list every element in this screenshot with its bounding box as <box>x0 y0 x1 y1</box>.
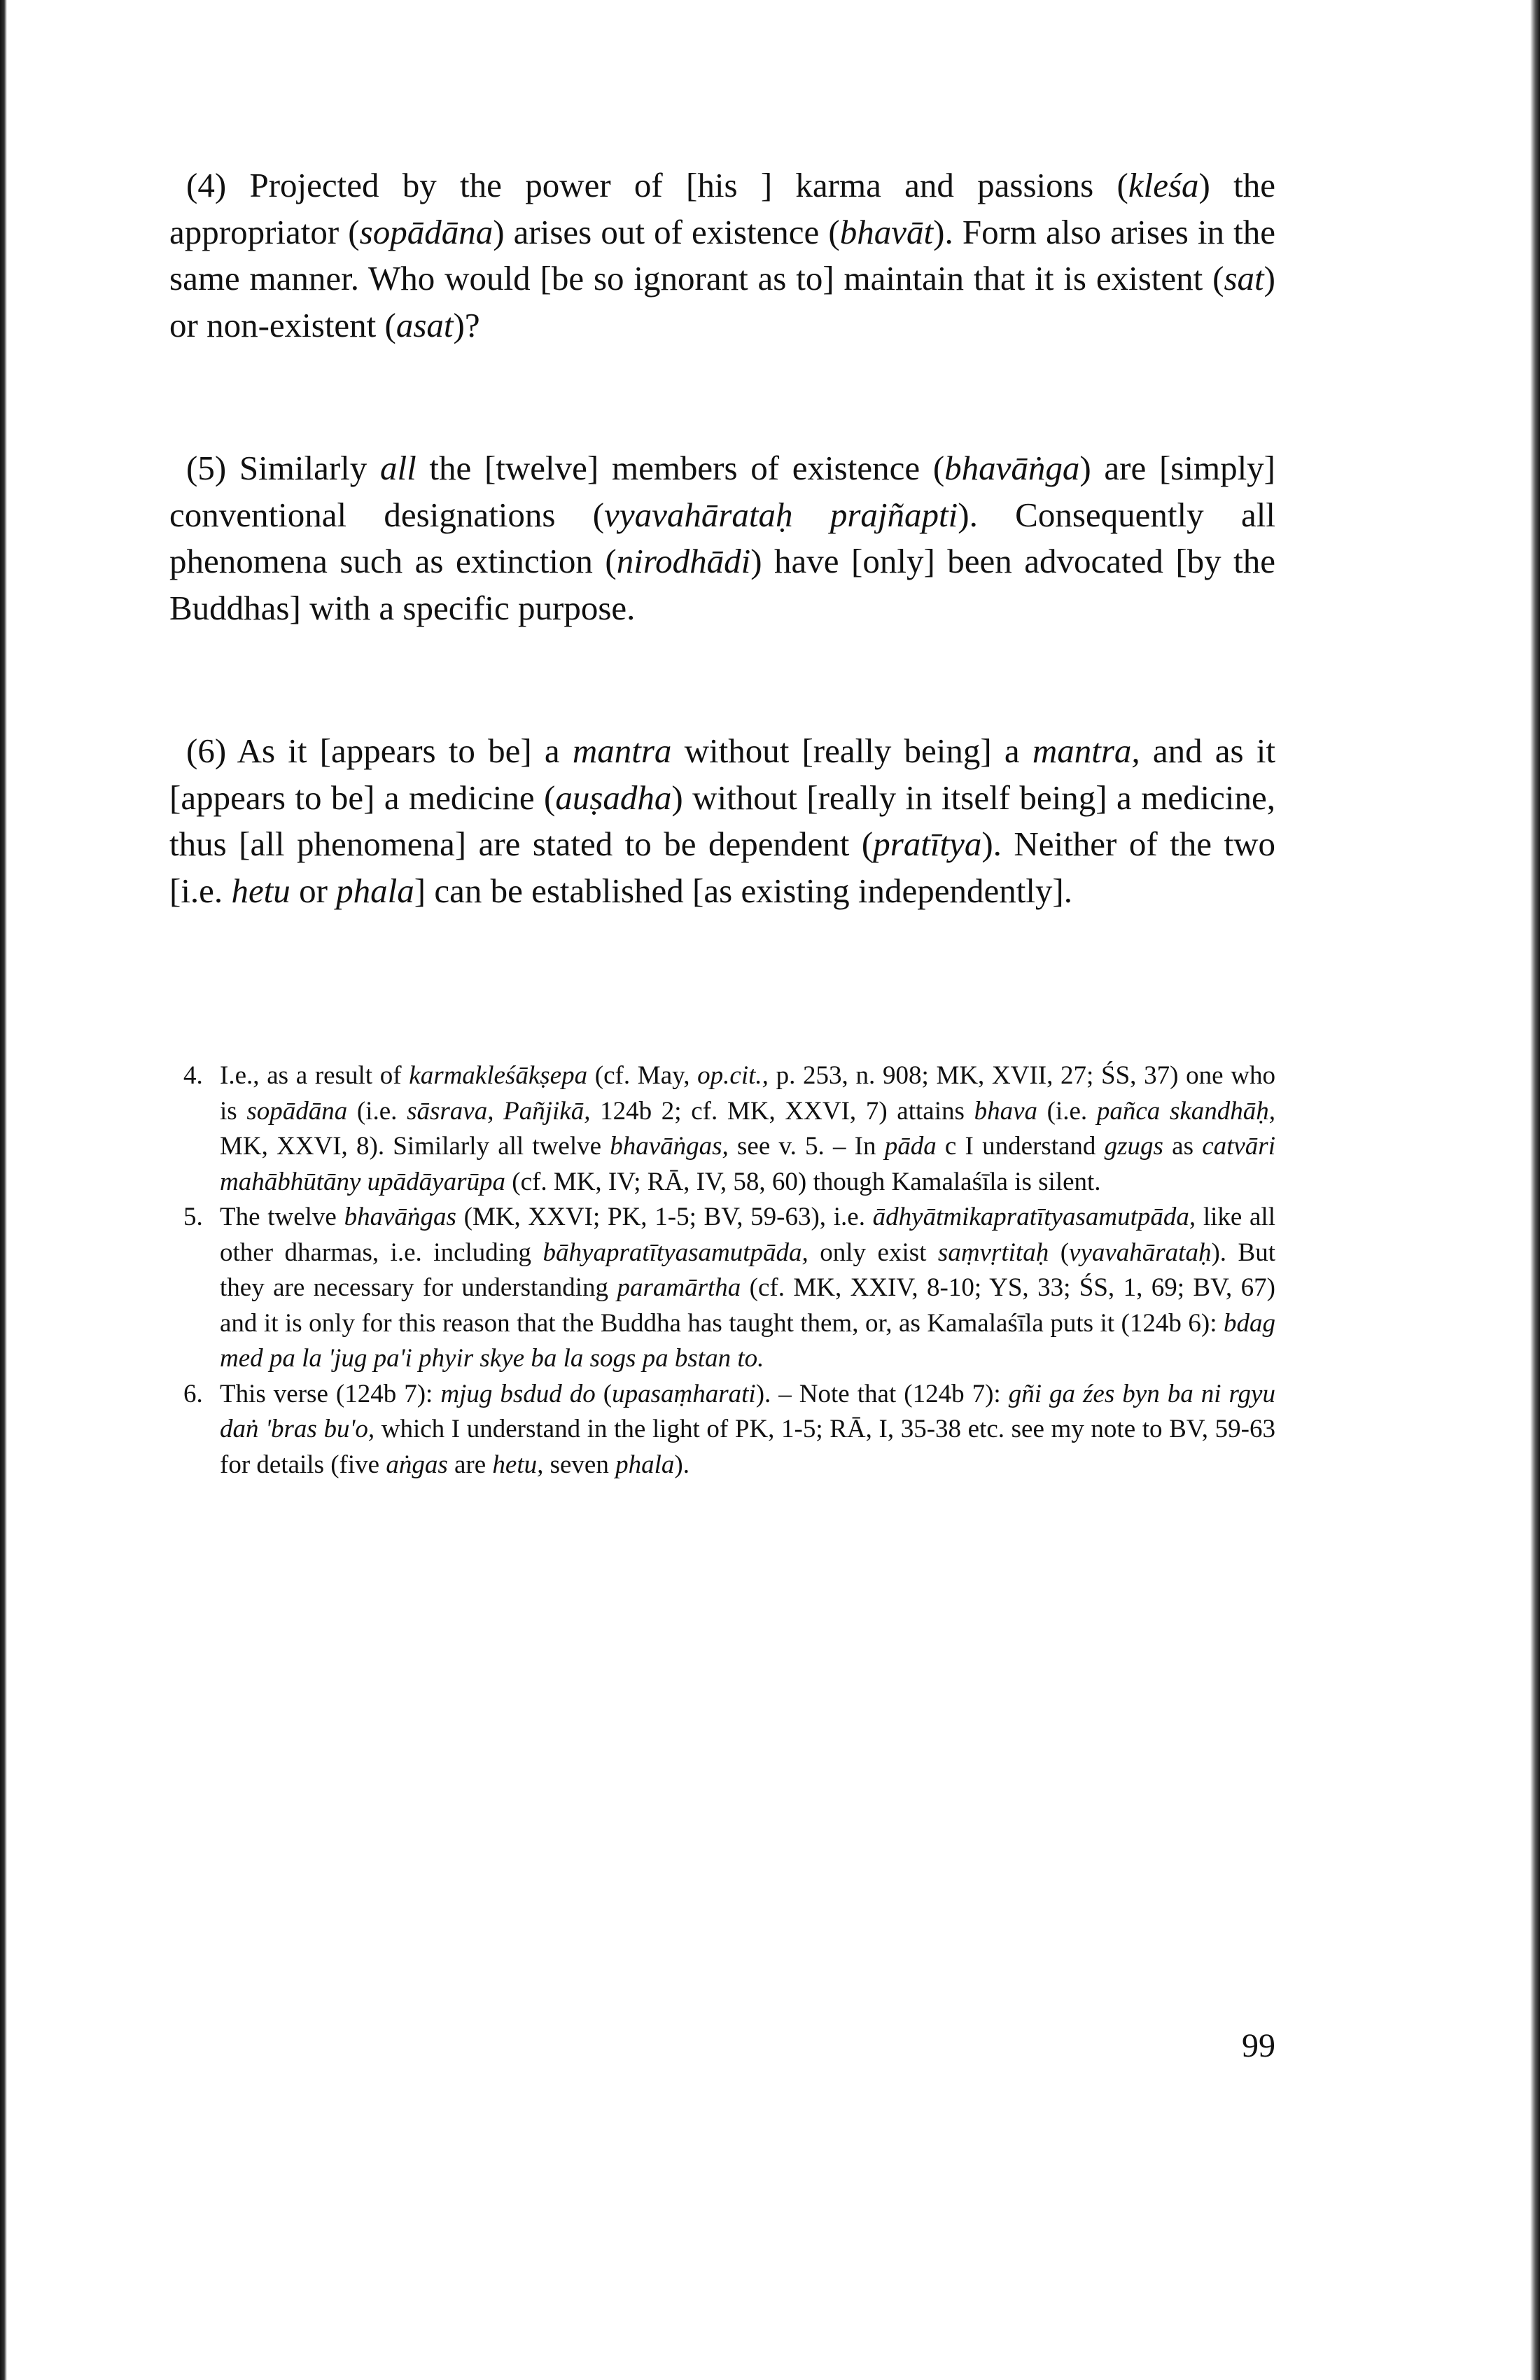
text-run: Similarly <box>239 449 380 487</box>
text-run: ( <box>595 1379 612 1408</box>
text-run: ). Consequently all phenomena such as extinction ( <box>169 495 1275 580</box>
text-run: ). But they are necessary for understanding <box>220 1238 1275 1302</box>
italic-term: karmakleśākṣepa <box>409 1061 588 1090</box>
text-run: like all other dharmas, i.e. including <box>220 1203 1275 1267</box>
text-run: 124b 2; cf. MK, XXVI, 7) attains <box>590 1096 974 1126</box>
main-text <box>169 162 1275 1011</box>
text-run: ) without [really in itself being] a medicine, thus [all phenomena] are stated to be dependent ( <box>169 778 1275 863</box>
footnote-6 <box>183 1377 1275 1483</box>
text-run: ) the appropriator ( <box>169 166 1275 251</box>
italic-term: hetu, <box>492 1450 544 1479</box>
text-run: are <box>447 1450 493 1479</box>
italic-term: pāda <box>884 1132 937 1161</box>
text-run: without [really being] a <box>671 732 1032 770</box>
text-run: see v. 5. – In <box>728 1132 885 1161</box>
left-scan-edge <box>0 0 7 2380</box>
text-run: ) arises out of existence ( <box>493 212 840 251</box>
text-run: only exist <box>808 1238 938 1267</box>
footnote-number: 4. <box>183 1061 203 1090</box>
text-run: seven <box>543 1450 616 1479</box>
text-run: or <box>290 871 337 910</box>
italic-term: bhavāṅga <box>944 449 1080 487</box>
italic-term: bhavāt <box>839 212 934 251</box>
text-run: ( <box>1049 1238 1070 1267</box>
italic-term: gzugs <box>1104 1132 1163 1161</box>
footnote-4 <box>183 1058 1275 1200</box>
italic-term: sāsrava, Pañjikā, <box>407 1096 591 1126</box>
verse-6 <box>169 728 1275 914</box>
text-run: p. 253, n. 908; MK, XVII, 27; ŚS, 37) one who is <box>220 1061 1275 1126</box>
footnote-text <box>220 1377 1275 1483</box>
italic-term: gñi ga źes byn ba ni rgyu daṅ 'bras bu'o, <box>220 1379 1275 1443</box>
italic-term: nirodhādi <box>616 542 751 580</box>
italic-term: ādhyātmikapratītyasamutpāda, <box>872 1203 1196 1231</box>
footnote-number: 6. <box>183 1379 203 1408</box>
footnote-number: 5. <box>183 1203 203 1231</box>
italic-term: bhava <box>974 1096 1037 1126</box>
italic-term: all <box>379 449 416 487</box>
right-scan-edge <box>1530 0 1540 2380</box>
italic-term: asat <box>396 305 454 344</box>
text-run: (i.e. <box>347 1096 407 1126</box>
italic-term: phala <box>615 1450 675 1479</box>
italic-term: mantra, <box>1032 732 1140 770</box>
text-run: (cf. MK, XXIV, 8-10; YS, 33; ŚS, 1, 69; BV, 67) and it is only for this reason that the Buddha has taught them, or, as Kamalaśīla puts it (124b 6): <box>220 1273 1275 1338</box>
text-run: ) have [only] been advocated [by the Buddhas] with a specific purpose. <box>169 542 1276 627</box>
italic-term: bāhyapratītyasamutpāda, <box>542 1238 808 1267</box>
text-run: The twelve <box>220 1203 344 1231</box>
text-run: (cf. May, <box>587 1061 698 1090</box>
verse-5 <box>169 445 1275 631</box>
page-number: 99 <box>1242 2027 1275 2064</box>
text-run: ). Form also arises in the same manner. Who would [be so ignorant as to] maintain that it is existent ( <box>169 212 1275 298</box>
text-run: c I understand <box>936 1132 1105 1161</box>
italic-term: sopādāna <box>359 212 493 251</box>
italic-term: sopādāna <box>246 1096 348 1126</box>
verse-text <box>169 732 1275 910</box>
italic-term: catvāri mahābhūtāny upādāyarūpa <box>220 1132 1275 1196</box>
verse-number: (4) <box>186 166 227 204</box>
italic-term: aṅgas <box>386 1450 448 1479</box>
text-run: (i.e. <box>1037 1096 1097 1126</box>
text-run: ). Neither of the two [i.e. <box>169 825 1275 910</box>
text-run: ) or non-existent ( <box>169 259 1275 344</box>
italic-term: bhavāṅgas, <box>610 1132 729 1161</box>
italic-term: sat <box>1224 259 1264 298</box>
text-run: ) are [simply] conventional designations ( <box>169 449 1275 534</box>
footnote-5 <box>183 1200 1275 1377</box>
italic-term: kleśa <box>1128 166 1199 204</box>
text-run: ). – Note that (124b 7): <box>755 1379 1009 1408</box>
text-run: Projected by the power of [his ] karma and passions ( <box>249 166 1128 204</box>
italic-term: pratītya <box>873 825 982 863</box>
text-run: As it [appears to be] a <box>237 732 573 770</box>
text-run: )? <box>453 305 480 344</box>
verse-number: (5) <box>186 449 227 487</box>
footnotes <box>183 1058 1275 1483</box>
italic-term: bdag med pa la 'jug pa'i phyir skye ba la sogs pa bstan to. <box>220 1308 1275 1373</box>
italic-term: hetu <box>231 871 290 910</box>
italic-term: auṣadha <box>555 778 672 817</box>
text-run: ] can be established [as existing independently]. <box>414 871 1073 910</box>
italic-term: op.cit., <box>697 1061 769 1090</box>
text-run: which I understand in the light of PK, 1-5; RĀ, I, 35-38 etc. see my note to BV, 59-63 for details (five <box>220 1415 1275 1479</box>
footnote-text <box>220 1058 1275 1200</box>
italic-term: phala <box>336 871 414 910</box>
text-run: I.e., as a result of <box>220 1061 410 1090</box>
verse-number: (6) <box>186 732 227 770</box>
text-run: MK, XXVI, 8). Similarly all twelve <box>220 1132 610 1161</box>
italic-term: vyavahārataḥ <box>1069 1238 1212 1267</box>
italic-term: mantra <box>572 732 672 770</box>
italic-term: upasaṃharati <box>612 1379 756 1408</box>
italic-term: saṃvṛtitaḥ <box>937 1238 1049 1267</box>
text-run: ). <box>674 1450 690 1479</box>
verse-text <box>169 449 1275 627</box>
italic-term: pañca skandhāḥ, <box>1096 1096 1276 1126</box>
italic-term: mjug bsdud do <box>440 1379 596 1408</box>
verse-text <box>169 166 1275 344</box>
italic-term: vyavahārataḥ prajñapti <box>604 495 958 534</box>
text-run: as <box>1163 1132 1203 1161</box>
italic-term: bhavāṅgas <box>344 1203 456 1231</box>
italic-term: paramārtha <box>617 1273 741 1302</box>
text-run: (cf. MK, IV; RĀ, IV, 58, 60) though Kamalaśīla is silent. <box>505 1167 1101 1196</box>
text-run: and as it [appears to be] a medicine ( <box>169 732 1276 817</box>
text-run: the [twelve] members of existence ( <box>416 449 945 487</box>
footnote-text <box>220 1200 1275 1377</box>
text-run: This verse (124b 7): <box>220 1379 441 1408</box>
text-run: (MK, XXVI; PK, 1-5; BV, 59-63), i.e. <box>456 1203 873 1231</box>
verse-4 <box>169 162 1275 349</box>
